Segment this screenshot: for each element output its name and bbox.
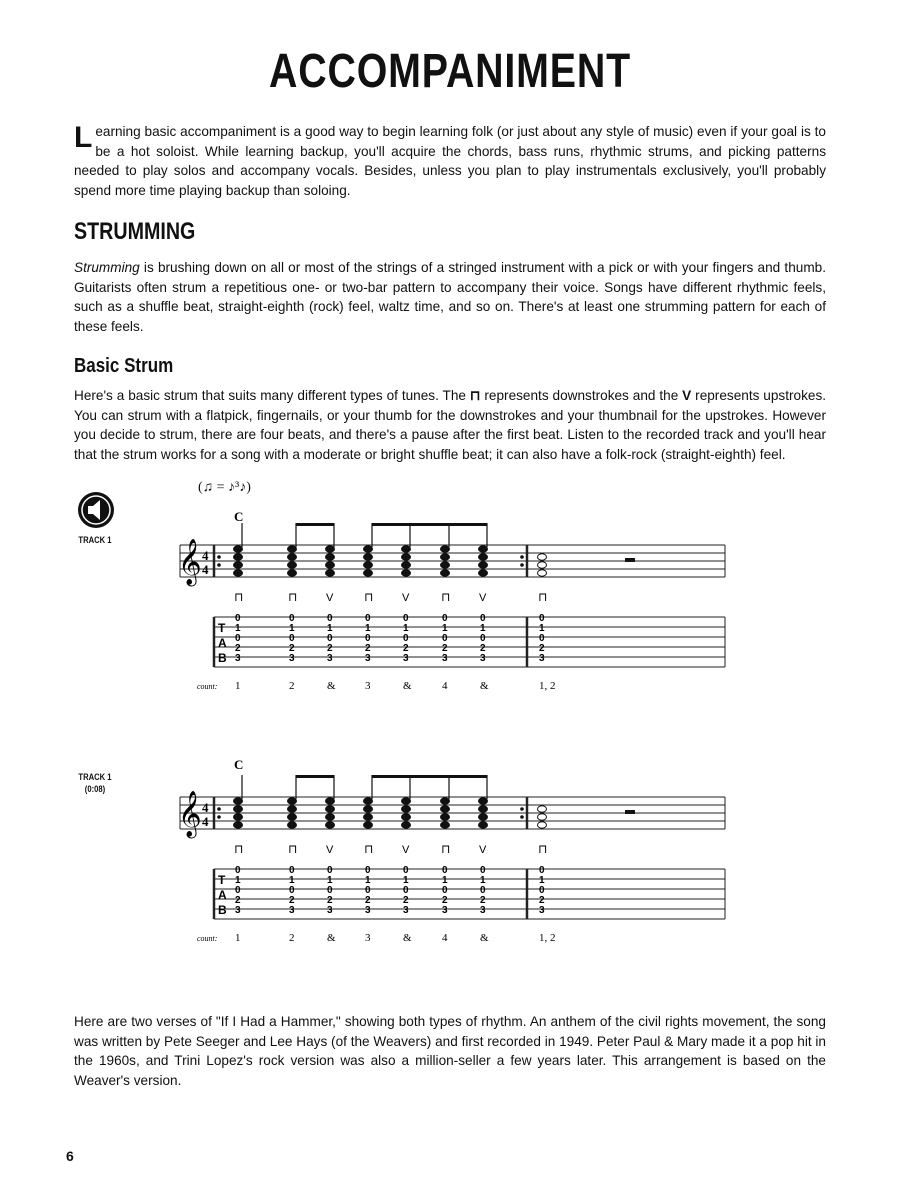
tab-fret-number: 3 — [365, 905, 371, 916]
tab-fret-number: 3 — [403, 653, 409, 664]
beam — [296, 775, 334, 778]
tab-fret-number: 0 — [289, 885, 295, 896]
downstroke-icon: ⊓ — [441, 842, 451, 856]
tab-fret-number: 2 — [403, 895, 409, 906]
tab-fret-number: 1 — [235, 875, 241, 886]
track-label-2: TRACK 1 — [78, 772, 112, 782]
notehead — [441, 798, 450, 804]
tab-fret-number: 0 — [480, 633, 486, 644]
notehead — [326, 798, 335, 804]
notehead — [234, 798, 243, 804]
notehead — [441, 554, 450, 560]
beat-count: 2 — [289, 932, 295, 944]
strumming-term: Strumming — [74, 260, 140, 275]
tab-fret-number: 0 — [403, 885, 409, 896]
intro-text: earning basic accompaniment is a good way to begin learning folk (or just about any style of music) even if your goal is to be a hot soloist. While learning backup, you'll acquire the chords, bass runs, rhythmic strums, and picking patterns needed to play solos and accompany vocals. Besides, unless you plan to play instrumentals exclusively, you'll probably spend more time playing backup than soloing. — [74, 124, 826, 198]
tab-fret-number: 0 — [235, 613, 241, 624]
notehead — [402, 814, 411, 820]
time-sig-bottom: 4 — [202, 562, 209, 577]
downstroke-icon: ⊓ — [234, 842, 244, 856]
basic-strum-paragraph — [74, 386, 826, 464]
beat-counts — [235, 932, 556, 944]
tab-fret-number: 0 — [327, 885, 333, 896]
downstroke-icon: ⊓ — [234, 590, 244, 604]
notehead — [479, 814, 488, 820]
tab-fret-number: 0 — [365, 633, 371, 644]
audio-speaker-icon[interactable] — [76, 490, 116, 530]
beat-count: 4 — [442, 932, 448, 944]
tab-fret-number: 0 — [327, 865, 333, 876]
beat-count: & — [327, 932, 336, 944]
tab-fret-number: 2 — [289, 643, 295, 654]
tab-fret-number: 1 — [327, 623, 333, 634]
notehead — [364, 822, 373, 828]
tab-fret-number: 1 — [480, 623, 486, 634]
notehead — [538, 814, 547, 820]
beat-counts — [235, 680, 556, 692]
tab-fret-number: 1 — [365, 875, 371, 886]
tab-fret-number: 0 — [365, 613, 371, 624]
downstroke-icon: ⊓ — [288, 590, 298, 604]
upstroke-icon: V — [402, 592, 410, 604]
notehead — [402, 570, 411, 576]
downstroke-icon: ⊓ — [288, 842, 298, 856]
notehead — [234, 570, 243, 576]
tab-letter-t: T — [218, 621, 226, 635]
notehead — [364, 798, 373, 804]
tab-fret-number: 2 — [289, 895, 295, 906]
notation-example-2 — [150, 757, 740, 952]
notehead — [402, 798, 411, 804]
strumming-text: is brushing down on all or most of the strings of a stringed instrument with a pick or with your fingers and thumb. Guitarists often strum a repetitious one- or two-bar pattern to accompany their voice. Songs have different rhythmic feels, such as a shuffle beat, straight-eighth (rock) feel, waltz time, and so on. There's at least one strumming pattern for each of these feels. — [74, 260, 826, 334]
tab-fret-number: 3 — [539, 905, 545, 916]
tab-fret-number: 0 — [403, 865, 409, 876]
notehead — [288, 554, 297, 560]
notehead — [326, 562, 335, 568]
tab-fret-number: 3 — [480, 653, 486, 664]
notehead — [479, 546, 488, 552]
tab-fret-number: 2 — [365, 895, 371, 906]
notehead — [479, 806, 488, 812]
tab-fret-number: 1 — [365, 623, 371, 634]
notehead — [538, 822, 547, 828]
tab-fret-number: 1 — [442, 623, 448, 634]
tab-letter-t: T — [218, 873, 226, 887]
tab-fret-number: 0 — [365, 885, 371, 896]
notehead — [538, 806, 547, 812]
chord-symbol: C — [234, 509, 244, 524]
upstroke-icon: V — [479, 844, 487, 856]
tab-fret-number: 2 — [327, 895, 333, 906]
tab-fret-number: 3 — [365, 653, 371, 664]
tab-fret-number: 2 — [539, 643, 545, 654]
notehead — [234, 562, 243, 568]
beat-count: 1, 2 — [539, 932, 556, 944]
tab-fret-number: 3 — [327, 905, 333, 916]
notehead — [402, 554, 411, 560]
tab-fret-number: 0 — [235, 885, 241, 896]
notehead — [288, 798, 297, 804]
notehead — [234, 814, 243, 820]
tab-fret-number: 2 — [480, 643, 486, 654]
track-time-2: (0:08) — [84, 784, 106, 794]
notehead — [288, 806, 297, 812]
beat-count: 1 — [235, 932, 241, 944]
notehead — [479, 562, 488, 568]
count-label: count: — [197, 934, 218, 943]
page-title: ACCOMPANIMENT — [269, 45, 631, 98]
tab-fret-number: 3 — [289, 905, 295, 916]
downstroke-icon: ⊓ — [364, 842, 374, 856]
notehead — [326, 822, 335, 828]
tab-numbers — [235, 613, 545, 664]
beat-count: & — [480, 680, 489, 692]
downstroke-icon: ⊓ — [538, 590, 548, 604]
tab-letter-a: A — [218, 636, 227, 650]
beat-count: 1, 2 — [539, 680, 556, 692]
tab-fret-number: 0 — [365, 865, 371, 876]
treble-clef-icon: 𝄞 — [178, 539, 202, 585]
tab-fret-number: 0 — [480, 885, 486, 896]
notehead — [288, 814, 297, 820]
tab-fret-number: 0 — [403, 633, 409, 644]
tab-letter-a: A — [218, 888, 227, 902]
tab-fret-number: 3 — [289, 653, 295, 664]
tab-fret-number: 0 — [442, 865, 448, 876]
tab-fret-number: 2 — [235, 895, 241, 906]
tab-letter-b: B — [218, 903, 227, 917]
beat-count: 1 — [235, 680, 241, 692]
tab-fret-number: 0 — [442, 885, 448, 896]
upstroke-icon: V — [326, 592, 334, 604]
notehead — [234, 546, 243, 552]
upstroke-icon: V — [402, 844, 410, 856]
upstroke-icon: V — [479, 592, 487, 604]
beam — [296, 523, 334, 526]
tab-fret-number: 2 — [327, 643, 333, 654]
notehead — [234, 822, 243, 828]
tab-fret-number: 1 — [403, 623, 409, 634]
notehead — [288, 570, 297, 576]
upstroke-symbol-icon: V — [682, 388, 692, 403]
tab-letter-b: B — [218, 651, 227, 665]
tab-fret-number: 0 — [289, 633, 295, 644]
drop-cap: L — [74, 121, 93, 154]
notehead — [441, 570, 450, 576]
tab-fret-number: 3 — [327, 653, 333, 664]
tab-fret-number: 0 — [539, 613, 545, 624]
downstroke-icon: ⊓ — [441, 590, 451, 604]
notehead — [441, 546, 450, 552]
basic-strum-text-b: represents downstrokes and the — [480, 388, 683, 403]
notehead — [479, 822, 488, 828]
intro-paragraph — [74, 122, 826, 200]
beat-count: 3 — [365, 932, 371, 944]
notehead — [538, 570, 547, 576]
tab-fret-number: 1 — [289, 623, 295, 634]
beat-count: 2 — [289, 680, 295, 692]
treble-clef-icon: 𝄞 — [178, 791, 202, 837]
tab-fret-number: 1 — [539, 875, 545, 886]
half-rest — [625, 810, 635, 814]
downstroke-symbol-icon: ⊓ — [469, 388, 481, 403]
tab-fret-number: 1 — [235, 623, 241, 634]
strum-chords — [234, 775, 547, 828]
page-number: 6 — [66, 1148, 74, 1164]
notehead — [326, 554, 335, 560]
tab-fret-number: 0 — [235, 865, 241, 876]
downstroke-icon: ⊓ — [364, 590, 374, 604]
notehead — [288, 822, 297, 828]
tab-fret-number: 3 — [403, 905, 409, 916]
notehead — [402, 546, 411, 552]
time-sig-bottom: 4 — [202, 814, 209, 829]
tab-fret-number: 0 — [289, 865, 295, 876]
notehead — [364, 814, 373, 820]
beat-count: & — [480, 932, 489, 944]
half-rest — [625, 558, 635, 562]
tab-fret-number: 3 — [442, 653, 448, 664]
notehead — [479, 570, 488, 576]
notehead — [364, 806, 373, 812]
strumming-paragraph — [74, 258, 826, 336]
tab-fret-number: 1 — [289, 875, 295, 886]
tab-fret-number: 0 — [480, 613, 486, 624]
subsection-heading-basic-strum: Basic Strum — [74, 355, 174, 377]
basic-strum-text-a: Here's a basic strum that suits many different types of tunes. The — [74, 388, 470, 403]
tab-fret-number: 1 — [403, 875, 409, 886]
tab-fret-number: 2 — [480, 895, 486, 906]
chord-symbol: C — [234, 757, 244, 772]
tab-fret-number: 3 — [235, 905, 241, 916]
notehead — [479, 554, 488, 560]
beat-count: & — [403, 680, 412, 692]
notation-example-1 — [150, 505, 740, 700]
tab-fret-number: 2 — [442, 895, 448, 906]
tab-fret-number: 0 — [442, 613, 448, 624]
notehead — [234, 806, 243, 812]
beat-count: 4 — [442, 680, 448, 692]
tab-fret-number: 3 — [235, 653, 241, 664]
beat-count: & — [403, 932, 412, 944]
notehead — [402, 806, 411, 812]
notehead — [441, 562, 450, 568]
notehead — [326, 546, 335, 552]
notehead — [234, 554, 243, 560]
tab-fret-number: 0 — [235, 633, 241, 644]
notehead — [538, 562, 547, 568]
tab-fret-number: 0 — [289, 613, 295, 624]
shuffle-feel-marking: (♫ = ♪³♪) — [198, 480, 251, 495]
tab-fret-number: 2 — [365, 643, 371, 654]
tab-fret-number: 0 — [403, 613, 409, 624]
notehead — [402, 562, 411, 568]
notehead — [441, 814, 450, 820]
tab-fret-number: 0 — [539, 885, 545, 896]
notehead — [288, 562, 297, 568]
notehead — [538, 554, 547, 560]
notehead — [364, 570, 373, 576]
strum-chords — [234, 523, 547, 576]
count-label: count: — [197, 682, 218, 691]
tab-fret-number: 2 — [539, 895, 545, 906]
tab-fret-number: 1 — [480, 875, 486, 886]
tab-fret-number: 0 — [539, 865, 545, 876]
tab-fret-number: 3 — [480, 905, 486, 916]
track-label-1: TRACK 1 — [78, 535, 112, 545]
notehead — [364, 554, 373, 560]
notehead — [402, 822, 411, 828]
notehead — [441, 806, 450, 812]
notehead — [326, 570, 335, 576]
tab-fret-number: 3 — [539, 653, 545, 664]
stroke-markings — [234, 842, 547, 856]
stroke-markings — [234, 590, 547, 604]
basic-strum-text-c: represents upstrokes. You can strum with a flatpick, fingernails, or your thumb for the downstrokes and your thumbnail for the upstrokes. However you decide to strum, there are four beats, and there's a pause after the first beat. Listen to the recorded track and you'll hear that the strum works for a song with a moderate or bright shuffle beat; it can also have a folk-rock (straight-eighth) feel. — [74, 388, 827, 462]
staff-lines — [180, 545, 725, 577]
upstroke-icon: V — [326, 844, 334, 856]
tab-fret-number: 0 — [327, 613, 333, 624]
notehead — [288, 546, 297, 552]
tab-fret-number: 1 — [327, 875, 333, 886]
tab-fret-number: 0 — [480, 865, 486, 876]
time-sig-top: 4 — [202, 800, 209, 815]
notehead — [364, 562, 373, 568]
tab-fret-number: 2 — [235, 643, 241, 654]
downstroke-icon: ⊓ — [538, 842, 548, 856]
notehead — [441, 822, 450, 828]
tab-fret-number: 2 — [403, 643, 409, 654]
section-heading-strumming: STRUMMING — [74, 218, 196, 245]
tab-fret-number: 0 — [442, 633, 448, 644]
notehead — [326, 806, 335, 812]
tab-fret-number: 1 — [539, 623, 545, 634]
notehead — [364, 546, 373, 552]
tab-numbers — [235, 865, 545, 916]
time-sig-top: 4 — [202, 548, 209, 563]
tab-fret-number: 3 — [442, 905, 448, 916]
beam — [372, 775, 487, 778]
staff-lines — [180, 797, 725, 829]
closing-paragraph: Here are two verses of "If I Had a Hammer," showing both types of rhythm. An anthem of the civil rights movement, the song was written by Pete Seeger and Lee Hays (of the Weavers) and first recorded in 1949. Peter Paul & Mary made it a pop hit in the 1960s, and Trini Lopez's rock version was also a million-seller a few years later. This arrangement is based on the Weaver's version. — [74, 1014, 826, 1088]
notehead — [326, 814, 335, 820]
tab-fret-number: 2 — [442, 643, 448, 654]
tab-fret-number: 0 — [539, 633, 545, 644]
beat-count: & — [327, 680, 336, 692]
tab-fret-number: 0 — [327, 633, 333, 644]
beam — [372, 523, 487, 526]
tab-fret-number: 1 — [442, 875, 448, 886]
notehead — [479, 798, 488, 804]
beat-count: 3 — [365, 680, 371, 692]
